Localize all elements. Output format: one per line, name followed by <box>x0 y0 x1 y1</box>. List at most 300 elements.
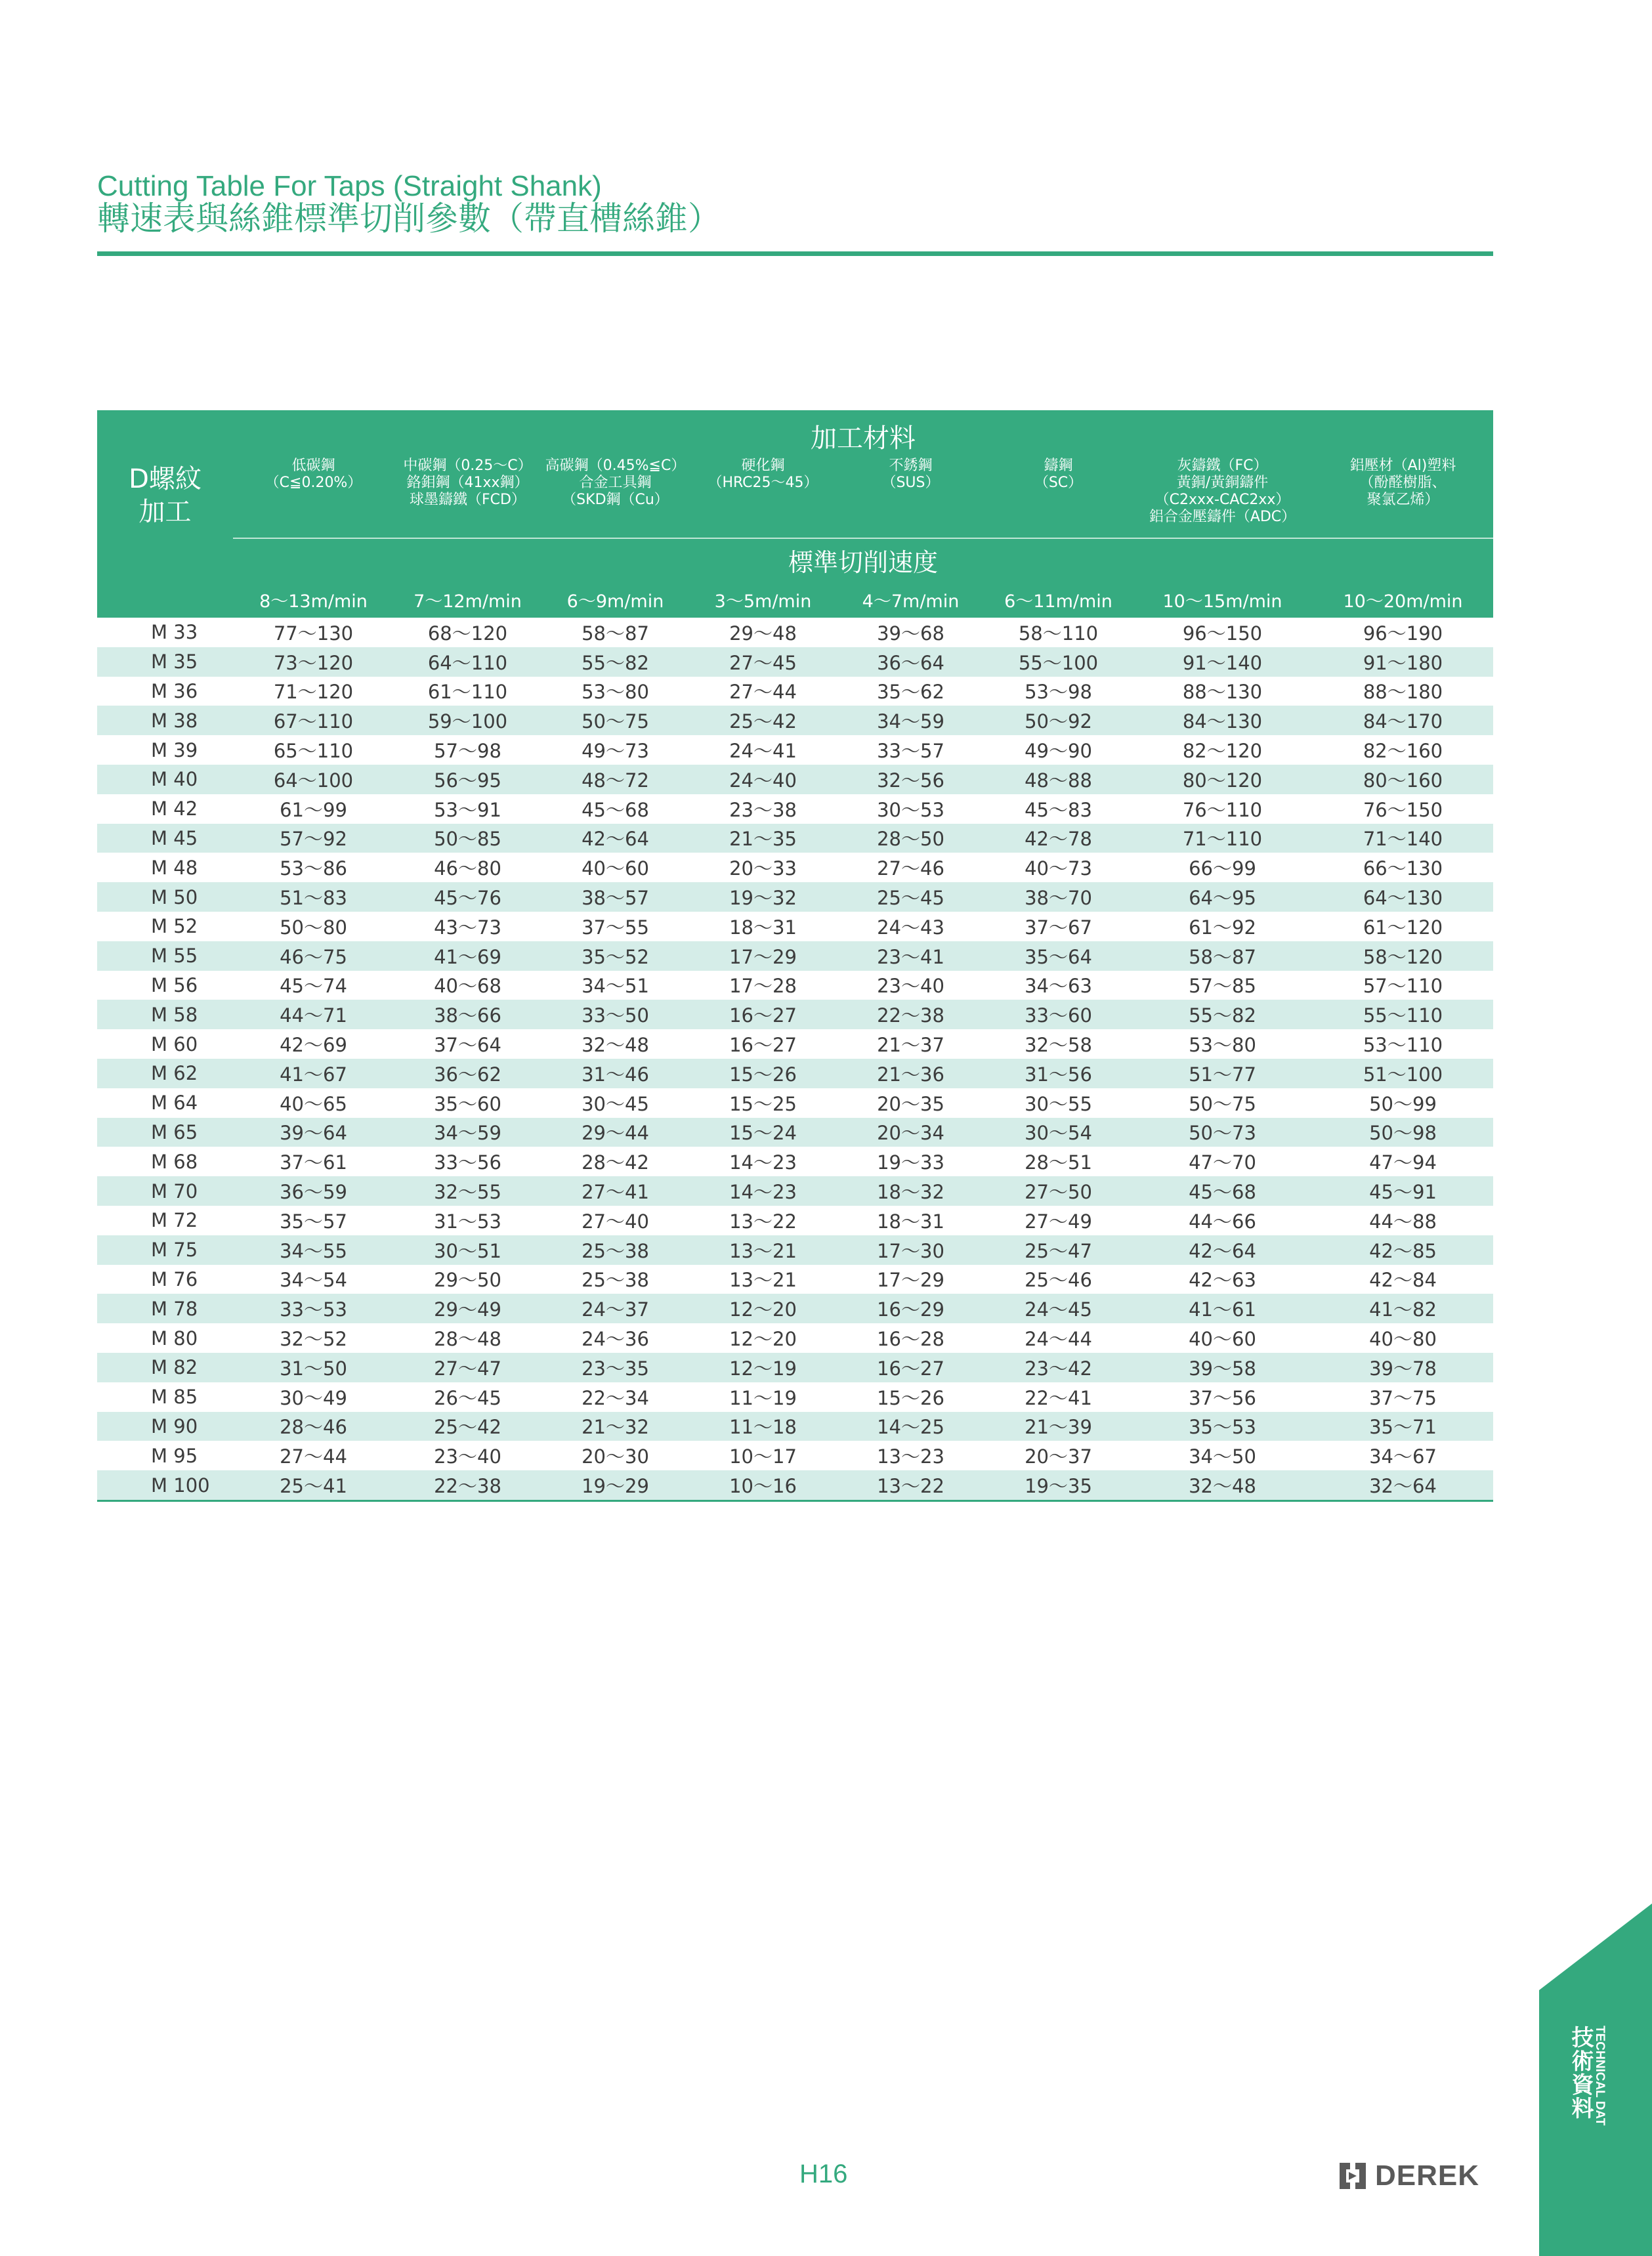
table-row <box>97 1294 1493 1323</box>
thread-size-cell: M 50 <box>97 882 233 912</box>
speed-value-cell: 27～41 <box>541 1176 689 1206</box>
speed-value-cell: 23～38 <box>729 798 797 821</box>
speed-value-cell: 49～90 <box>1025 740 1092 763</box>
table-row <box>97 912 1493 941</box>
speed-value-cell: 21～39 <box>985 1412 1132 1441</box>
thread-size-cell: M 82 <box>97 1353 233 1382</box>
speed-value-cell: 23～35 <box>541 1353 689 1382</box>
speed-value-cell: 33～60 <box>985 1000 1132 1029</box>
speed-value-cell: 27～45 <box>689 647 837 677</box>
speed-value-cell: 30～54 <box>985 1118 1132 1147</box>
speed-value-cell: 20～33 <box>729 857 797 880</box>
speed-value-cell: 77～130 <box>273 622 354 645</box>
speed-value-cell: 51～100 <box>1313 1059 1493 1088</box>
speed-value-cell: 16～27 <box>729 1034 797 1057</box>
speed-value-cell: 29～48 <box>729 622 797 645</box>
speed-value-cell: 17～29 <box>877 1269 944 1292</box>
speed-value-cell: 57～98 <box>434 740 501 763</box>
speed-value-cell: 31～53 <box>434 1210 501 1233</box>
speed-value-cell: 35～71 <box>1313 1412 1493 1441</box>
speed-value-cell: 64～110 <box>394 647 541 677</box>
speed-value-cell: 30～51 <box>394 1235 541 1265</box>
speed-value-cell: 27～49 <box>1025 1210 1092 1233</box>
speed-value-cell: 23～42 <box>985 1353 1132 1382</box>
speed-value-cell: 91～180 <box>1313 647 1493 677</box>
speed-value-cell: 49～73 <box>582 740 649 763</box>
speed-value-cell: 42～63 <box>1189 1269 1256 1292</box>
speed-value-cell: 25～38 <box>541 1235 689 1265</box>
speed-value-cell: 53～80 <box>582 681 649 704</box>
speed-value-cell: 40～65 <box>280 1092 347 1115</box>
speed-value-cell: 24～36 <box>582 1328 649 1351</box>
speed-value-cell: 71～140 <box>1313 824 1493 853</box>
speed-value-cell: 11～19 <box>729 1386 797 1409</box>
speed-value-cell: 25～42 <box>689 706 837 735</box>
speed-value-cell: 10～17 <box>729 1445 797 1468</box>
page-number: H16 <box>799 2160 848 2188</box>
speed-value-cell: 84～130 <box>1132 706 1313 735</box>
speed-value-cell: 14～23 <box>689 1176 837 1206</box>
speed-value-cell: 48～88 <box>985 765 1132 794</box>
thread-size-cell: M 36 <box>151 679 198 702</box>
thread-size-cell: M 85 <box>151 1386 198 1409</box>
speed-value-cell: 96～150 <box>1182 622 1263 645</box>
speed-value-cell: 39～64 <box>233 1118 394 1147</box>
speed-value-cell: 16～28 <box>877 1328 944 1351</box>
speed-value-cell: 58～110 <box>1018 622 1099 645</box>
speed-value-cell: 23～41 <box>837 941 985 971</box>
thread-size-cell: M 60 <box>151 1032 198 1055</box>
speed-value-cell: 21～37 <box>877 1034 944 1057</box>
thread-size-cell: M 65 <box>97 1118 233 1147</box>
speed-value-cell: 45～91 <box>1313 1176 1493 1206</box>
speed-range-cell: 6～9m/min <box>541 582 689 618</box>
speed-value-cell: 32～64 <box>1313 1470 1493 1500</box>
speed-value-cell: 13～21 <box>729 1269 797 1292</box>
speed-value-cell: 36～64 <box>837 647 985 677</box>
speed-value-cell: 61～110 <box>427 681 508 704</box>
table-row <box>97 1441 1493 1470</box>
speed-value-cell: 59～100 <box>394 706 541 735</box>
speed-value-cell: 27～46 <box>877 857 944 880</box>
speed-value-cell: 35～64 <box>985 941 1132 971</box>
speed-value-cell: 24～43 <box>877 916 944 939</box>
speed-value-cell: 35～62 <box>877 681 944 704</box>
speed-value-cell: 15～25 <box>729 1092 797 1115</box>
speed-value-cell: 58～120 <box>1313 941 1493 971</box>
speed-value-cell: 12～20 <box>729 1328 797 1351</box>
speed-value-cell: 31～56 <box>985 1059 1132 1088</box>
speed-value-cell: 30～53 <box>877 798 944 821</box>
speed-value-cell: 25～38 <box>582 1269 649 1292</box>
speed-value-cell: 28～50 <box>837 824 985 853</box>
speed-value-cell: 34～54 <box>280 1269 347 1292</box>
table-row <box>97 1029 1493 1059</box>
thread-size-cell: M 55 <box>97 941 233 971</box>
speed-value-cell: 40～60 <box>1189 1328 1256 1351</box>
speed-value-cell: 50～75 <box>541 706 689 735</box>
speed-value-cell: 48～72 <box>541 765 689 794</box>
speed-value-cell: 50～75 <box>1189 1092 1256 1115</box>
speed-value-cell: 55～100 <box>985 647 1132 677</box>
speed-value-cell: 61～120 <box>1363 916 1443 939</box>
table-row <box>97 941 1493 971</box>
table-row <box>97 1000 1493 1029</box>
speed-value-cell: 21～36 <box>837 1059 985 1088</box>
table-row <box>97 765 1493 794</box>
speed-value-cell: 44～88 <box>1369 1210 1437 1233</box>
side-tab-label-en: TECHNICAL DAT <box>1593 2026 1607 2126</box>
speed-value-cell: 47～94 <box>1369 1151 1437 1174</box>
speed-value-cell: 73～120 <box>233 647 394 677</box>
speed-value-cell: 42～78 <box>985 824 1132 853</box>
speed-value-cell: 41～82 <box>1313 1294 1493 1323</box>
speed-value-cell: 33～53 <box>233 1294 394 1323</box>
speed-value-cell: 31～46 <box>541 1059 689 1088</box>
thread-size-cell: M 76 <box>151 1267 198 1290</box>
material-header-cell: 高碳鋼（0.45%≦C） 合金工具鋼 （SKD鋼（Cu） <box>541 456 689 538</box>
thread-size-cell: M 62 <box>97 1059 233 1088</box>
speed-value-cell: 24～37 <box>541 1294 689 1323</box>
speed-value-cell: 31～50 <box>233 1353 394 1382</box>
speed-value-cell: 13～21 <box>689 1235 837 1265</box>
speed-value-cell: 35～52 <box>541 941 689 971</box>
table-row <box>97 1176 1493 1206</box>
table-row <box>97 1265 1493 1294</box>
speed-value-cell: 38～57 <box>541 882 689 912</box>
speed-value-cell: 32～48 <box>582 1034 649 1057</box>
speed-value-cell: 43～73 <box>434 916 501 939</box>
speed-value-cell: 24～44 <box>1025 1328 1092 1351</box>
table-row <box>97 735 1493 765</box>
speed-value-cell: 50～92 <box>985 706 1132 735</box>
speed-value-cell: 37～75 <box>1369 1386 1437 1409</box>
speed-value-cell: 32～55 <box>394 1176 541 1206</box>
speed-value-cell: 53～98 <box>1025 681 1092 704</box>
speed-value-cell: 40～80 <box>1369 1328 1437 1351</box>
speed-range-cell: 3～5m/min <box>689 582 837 618</box>
speed-value-cell: 33～57 <box>877 740 944 763</box>
table-row <box>97 1088 1493 1118</box>
thread-size-cell: M 68 <box>151 1150 198 1173</box>
speed-value-cell: 68～120 <box>427 622 508 645</box>
thread-size-cell: M 58 <box>97 1000 233 1029</box>
speed-value-cell: 38～70 <box>985 882 1132 912</box>
speed-value-cell: 82～160 <box>1363 740 1443 763</box>
speed-value-cell: 19～32 <box>689 882 837 912</box>
page-title-zh: 轉速表與絲錐標準切削參數（帶直槽絲錐） <box>97 200 721 238</box>
speed-value-cell: 58～87 <box>582 622 649 645</box>
speed-value-cell: 57～85 <box>1189 975 1256 998</box>
speed-value-cell: 23～40 <box>434 1445 501 1468</box>
speed-value-cell: 46～80 <box>434 857 501 880</box>
speed-value-cell: 27～44 <box>280 1445 347 1468</box>
speed-value-cell: 14～25 <box>837 1412 985 1441</box>
speed-value-cell: 35～57 <box>280 1210 347 1233</box>
speed-value-cell: 33～56 <box>434 1151 501 1174</box>
speed-value-cell: 16～27 <box>837 1353 985 1382</box>
speed-value-cell: 30～45 <box>582 1092 649 1115</box>
speed-range-row <box>97 582 1493 618</box>
speed-value-cell: 13～22 <box>729 1210 797 1233</box>
speed-range-cell: 10～20m/min <box>1313 582 1493 618</box>
speed-value-cell: 28～46 <box>233 1412 394 1441</box>
thread-size-cell: M 70 <box>97 1176 233 1206</box>
speed-value-cell: 19～33 <box>877 1151 944 1174</box>
speed-value-cell: 30～49 <box>280 1386 347 1409</box>
speed-value-cell: 14～23 <box>729 1151 797 1174</box>
table-row <box>97 1412 1493 1441</box>
material-header-cell: 鋁壓材（Al)塑料 （酚醛樹脂、 聚氯乙烯） <box>1313 456 1493 538</box>
thread-size-cell: M 90 <box>97 1412 233 1441</box>
speed-value-cell: 53～80 <box>1189 1034 1256 1057</box>
thread-size-cell: M 64 <box>151 1092 198 1115</box>
speed-value-cell: 57～110 <box>1363 975 1443 998</box>
speed-value-cell: 91～140 <box>1132 647 1313 677</box>
speed-value-cell: 88～180 <box>1363 681 1443 704</box>
speed-value-cell: 35～60 <box>434 1092 501 1115</box>
speed-value-cell: 71～120 <box>273 681 354 704</box>
thread-size-cell: M 42 <box>151 798 198 820</box>
speed-value-cell: 19～29 <box>541 1470 689 1500</box>
speed-value-cell: 57～92 <box>233 824 394 853</box>
speed-value-cell: 11～18 <box>689 1412 837 1441</box>
speed-value-cell: 34～59 <box>837 706 985 735</box>
speed-range-cell: 10～15m/min <box>1132 582 1313 618</box>
speed-value-cell: 29～50 <box>434 1269 501 1292</box>
speed-value-cell: 37～55 <box>582 916 649 939</box>
speed-value-cell: 20～30 <box>582 1445 649 1468</box>
cutting-speed-table <box>97 410 1493 1502</box>
speed-value-cell: 32～48 <box>1132 1470 1313 1500</box>
title-divider <box>97 251 1493 256</box>
speed-value-cell: 53～91 <box>434 798 501 821</box>
speed-value-cell: 34～50 <box>1189 1445 1256 1468</box>
speed-value-cell: 12～20 <box>689 1294 837 1323</box>
speed-value-cell: 13～22 <box>837 1470 985 1500</box>
speed-value-cell: 24～45 <box>985 1294 1132 1323</box>
table-row <box>97 824 1493 853</box>
thread-column-header: D螺紋 加工 <box>97 410 233 582</box>
speed-value-cell: 21～35 <box>689 824 837 853</box>
speed-value-cell: 64～95 <box>1132 882 1313 912</box>
speed-value-cell: 50～98 <box>1313 1118 1493 1147</box>
speed-value-cell: 42～64 <box>541 824 689 853</box>
speed-value-cell: 34～55 <box>233 1235 394 1265</box>
table-row <box>97 971 1493 1000</box>
speed-value-cell: 32～56 <box>837 765 985 794</box>
speed-value-cell: 37～64 <box>434 1034 501 1057</box>
speed-row-spacer <box>97 582 233 618</box>
material-header-cell: 硬化鋼 （HRC25～45） <box>689 456 837 538</box>
speed-value-cell: 12～19 <box>689 1353 837 1382</box>
speed-value-cell: 33～50 <box>541 1000 689 1029</box>
speed-value-cell: 55～110 <box>1313 1000 1493 1029</box>
speed-value-cell: 76～150 <box>1363 798 1443 821</box>
thread-size-cell: M 39 <box>151 738 198 761</box>
table-row <box>97 1059 1493 1088</box>
speed-value-cell: 41～61 <box>1132 1294 1313 1323</box>
speed-value-cell: 30～55 <box>1025 1092 1092 1115</box>
table-row <box>97 618 1493 647</box>
speed-value-cell: 37～61 <box>280 1151 347 1174</box>
speed-value-cell: 40～68 <box>434 975 501 998</box>
table-row <box>97 1118 1493 1147</box>
speed-value-cell: 21～32 <box>541 1412 689 1441</box>
speed-value-cell: 19～35 <box>985 1470 1132 1500</box>
speed-value-cell: 23～40 <box>877 975 944 998</box>
speed-value-cell: 28～48 <box>434 1328 501 1351</box>
speed-value-cell: 26～45 <box>434 1386 501 1409</box>
table-body <box>97 618 1493 1500</box>
table-row <box>97 794 1493 824</box>
speed-value-cell: 25～41 <box>233 1470 394 1500</box>
speed-value-cell: 22～38 <box>837 1000 985 1029</box>
speed-value-cell: 24～41 <box>729 740 797 763</box>
table-row <box>97 1235 1493 1265</box>
speed-value-cell: 39～78 <box>1313 1353 1493 1382</box>
thread-size-cell: M 48 <box>151 856 198 879</box>
thread-size-cell: M 100 <box>97 1470 233 1500</box>
speed-value-cell: 20～35 <box>877 1092 944 1115</box>
speed-value-cell: 25～47 <box>985 1235 1132 1265</box>
speed-range-cell: 8～13m/min <box>233 582 394 618</box>
speed-value-cell: 88～130 <box>1182 681 1263 704</box>
table-row <box>97 1323 1493 1353</box>
speed-value-cell: 42～64 <box>1132 1235 1313 1265</box>
speed-value-cell: 16～29 <box>837 1294 985 1323</box>
material-header: 加工材料 <box>233 410 1493 456</box>
speed-value-cell: 76～110 <box>1182 798 1263 821</box>
thread-size-cell: M 80 <box>151 1327 198 1350</box>
speed-value-cell: 16～27 <box>689 1000 837 1029</box>
speed-value-cell: 15～24 <box>689 1118 837 1147</box>
speed-value-cell: 42～85 <box>1313 1235 1493 1265</box>
thread-size-cell: M 35 <box>97 647 233 677</box>
speed-value-cell: 39～68 <box>877 622 944 645</box>
speed-value-cell: 66～99 <box>1189 857 1256 880</box>
speed-value-cell: 22～34 <box>582 1386 649 1409</box>
speed-value-cell: 65～110 <box>273 740 354 763</box>
thread-size-cell: M 78 <box>97 1294 233 1323</box>
speed-value-cell: 22～38 <box>394 1470 541 1500</box>
table-row <box>97 1382 1493 1412</box>
speed-value-cell: 34～59 <box>394 1118 541 1147</box>
speed-value-cell: 32～58 <box>1025 1034 1092 1057</box>
speed-value-cell: 17～29 <box>689 941 837 971</box>
speed-value-cell: 45～83 <box>1025 798 1092 821</box>
speed-value-cell: 80～160 <box>1313 765 1493 794</box>
speed-value-cell: 25～46 <box>1025 1269 1092 1292</box>
speed-value-cell: 44～66 <box>1189 1210 1256 1233</box>
thread-size-cell: M 56 <box>151 973 198 996</box>
standard-speed-header: 標準切削速度 <box>233 538 1493 582</box>
speed-range-cell: 4～7m/min <box>837 582 985 618</box>
speed-value-cell: 38～66 <box>394 1000 541 1029</box>
speed-value-cell: 50～80 <box>280 916 347 939</box>
speed-value-cell: 39～58 <box>1132 1353 1313 1382</box>
speed-value-cell: 27～47 <box>394 1353 541 1382</box>
material-header-cell: 鑄鋼 （SC） <box>985 456 1132 538</box>
table-row <box>97 677 1493 706</box>
speed-value-cell: 51～77 <box>1132 1059 1313 1088</box>
speed-value-cell: 17～28 <box>729 975 797 998</box>
speed-value-cell: 61～92 <box>1189 916 1256 939</box>
derek-logo-icon <box>1337 2160 1368 2192</box>
speed-value-cell: 45～68 <box>1132 1176 1313 1206</box>
speed-value-cell: 47～70 <box>1189 1151 1256 1174</box>
speed-value-cell: 28～42 <box>582 1151 649 1174</box>
speed-value-cell: 34～63 <box>1025 975 1092 998</box>
thread-size-cell: M 38 <box>97 706 233 735</box>
speed-value-cell: 17～30 <box>837 1235 985 1265</box>
speed-value-cell: 50～73 <box>1132 1118 1313 1147</box>
speed-value-cell: 64～130 <box>1313 882 1493 912</box>
speed-value-cell: 22～41 <box>1025 1386 1092 1409</box>
speed-value-cell: 36～62 <box>394 1059 541 1088</box>
table-row <box>97 1147 1493 1176</box>
table-row <box>97 1353 1493 1382</box>
thread-size-cell: M 75 <box>97 1235 233 1265</box>
speed-value-cell: 53～86 <box>280 857 347 880</box>
speed-value-cell: 50～99 <box>1369 1092 1437 1115</box>
speed-value-cell: 25～45 <box>837 882 985 912</box>
speed-value-cell: 42～84 <box>1369 1269 1437 1292</box>
speed-value-cell: 41～69 <box>394 941 541 971</box>
speed-value-cell: 37～56 <box>1189 1386 1256 1409</box>
page-title-en: Cutting Table For Taps (Straight Shank) <box>97 170 602 202</box>
brand-name: DEREK <box>1375 2160 1480 2192</box>
thread-size-cell: M 95 <box>151 1444 198 1467</box>
speed-value-cell: 64～100 <box>233 765 394 794</box>
thread-size-cell: M 45 <box>97 824 233 853</box>
thread-size-cell: M 33 <box>151 621 198 644</box>
material-header-cell: 中碳鋼（0.25～C） 鉻鉬鋼（41xx鋼） 球墨鑄鐵（FCD） <box>394 456 541 538</box>
speed-value-cell: 40～73 <box>1025 857 1092 880</box>
table-row <box>97 853 1493 882</box>
side-tab-label-zh: 技術資料 <box>1567 2026 1594 2120</box>
speed-value-cell: 82～120 <box>1182 740 1263 763</box>
speed-value-cell: 24～40 <box>689 765 837 794</box>
speed-value-cell: 55～82 <box>541 647 689 677</box>
speed-value-cell: 96～190 <box>1363 622 1443 645</box>
speed-value-cell: 18～32 <box>837 1176 985 1206</box>
speed-value-cell: 80～120 <box>1132 765 1313 794</box>
speed-range-cell: 6～11m/min <box>985 582 1132 618</box>
brand-logo <box>1337 2160 1479 2192</box>
speed-value-cell: 37～67 <box>1025 916 1092 939</box>
speed-value-cell: 15～26 <box>689 1059 837 1088</box>
speed-value-cell: 67～110 <box>233 706 394 735</box>
speed-value-cell: 13～23 <box>877 1445 944 1468</box>
table-row <box>97 647 1493 677</box>
speed-value-cell: 34～51 <box>582 975 649 998</box>
speed-value-cell: 29～49 <box>394 1294 541 1323</box>
speed-value-cell: 27～50 <box>985 1176 1132 1206</box>
speed-value-cell: 28～51 <box>1025 1151 1092 1174</box>
speed-value-cell: 35～53 <box>1132 1412 1313 1441</box>
speed-value-cell: 29～44 <box>541 1118 689 1147</box>
speed-value-cell: 45～68 <box>582 798 649 821</box>
speed-value-cell: 84～170 <box>1313 706 1493 735</box>
speed-value-cell: 32～52 <box>280 1328 347 1351</box>
speed-value-cell: 40～60 <box>582 857 649 880</box>
table-row <box>97 1206 1493 1235</box>
speed-value-cell: 41～67 <box>233 1059 394 1088</box>
speed-value-cell: 66～130 <box>1363 857 1443 880</box>
material-header-cell: 灰鑄鐵（FC） 黃銅/黃銅鑄件 （C2xxx-CAC2xx） 鋁合金壓鑄件（ADC） <box>1132 456 1313 538</box>
material-names-row <box>97 456 1493 538</box>
